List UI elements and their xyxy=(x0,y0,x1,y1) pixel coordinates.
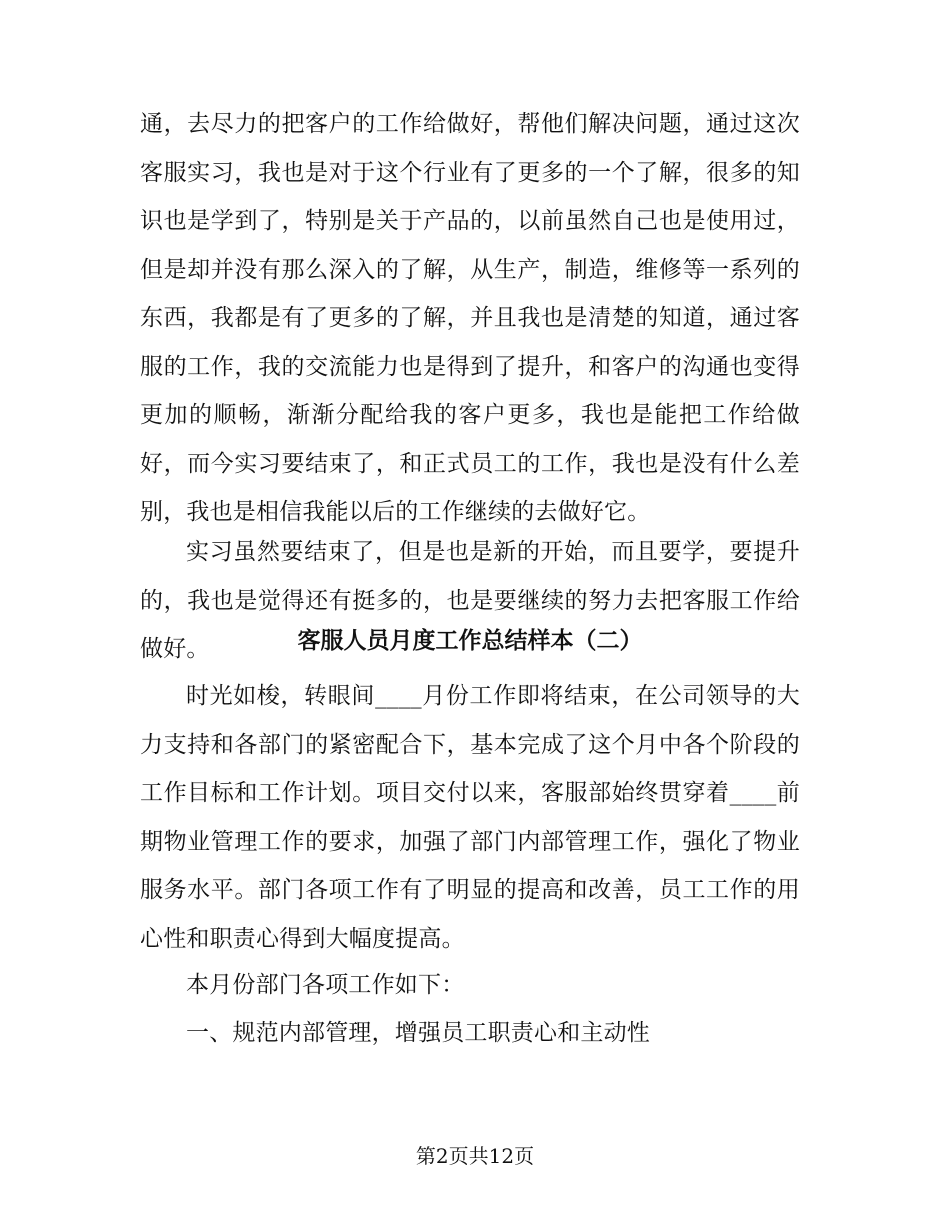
paragraph-section-intro: 时光如梭，转眼间____月份工作即将结束，在公司领导的大力支持和各部门的紧密配合下，基本完成了这个月中各个阶段的工作目标和工作计划。项目交付以来，客服部始终贯穿着____前期物业管理工作的要求，加强了部门内部管理工作，强化了物业服务水平。部门各项工作有了明显的提高和改善，员工工作的用心性和职责心得到大幅度提高。 xyxy=(140,683,800,952)
list-item-heading-1: 一、规范内部管理，增强员工职责心和主动性 xyxy=(186,1020,650,1046)
paragraph-list-lead: 本月份部门各项工作如下： xyxy=(186,972,465,998)
paragraph-continuation: 通，去尽力的把客户的工作给做好，帮他们解决问题，通过这次客服实习，我也是对于这个行业有了更多的一个了解，很多的知识也是学到了，特别是关于产品的，以前虽然自己也是使用过，但是却并没有那么深入的了解，从生产，制造，维修等一系列的东西，我都是有了更多的了解，并且我也是清楚的知道，通过客服的工作，我的交流能力也是得到了提升，和客户的沟通也变得更加的顺畅，渐渐分配给我的客户更多，我也是能把工作给做好，而今实习要结束了，和正式员工的工作，我也是没有什么差别，我也是相信我能以后的工作继续的去做好它。 xyxy=(140,111,800,525)
page-number-footer: 第2页共12页 xyxy=(415,1144,535,1168)
paragraph-internship-ending: 实习虽然要结束了，但是也是新的开始，而且要学，要提升的，我也是觉得还有挺多的，也是要继续的努力去把客服工作给做好。 xyxy=(140,539,800,662)
section-title: 客服人员月度工作总结样本（二） xyxy=(297,627,643,654)
